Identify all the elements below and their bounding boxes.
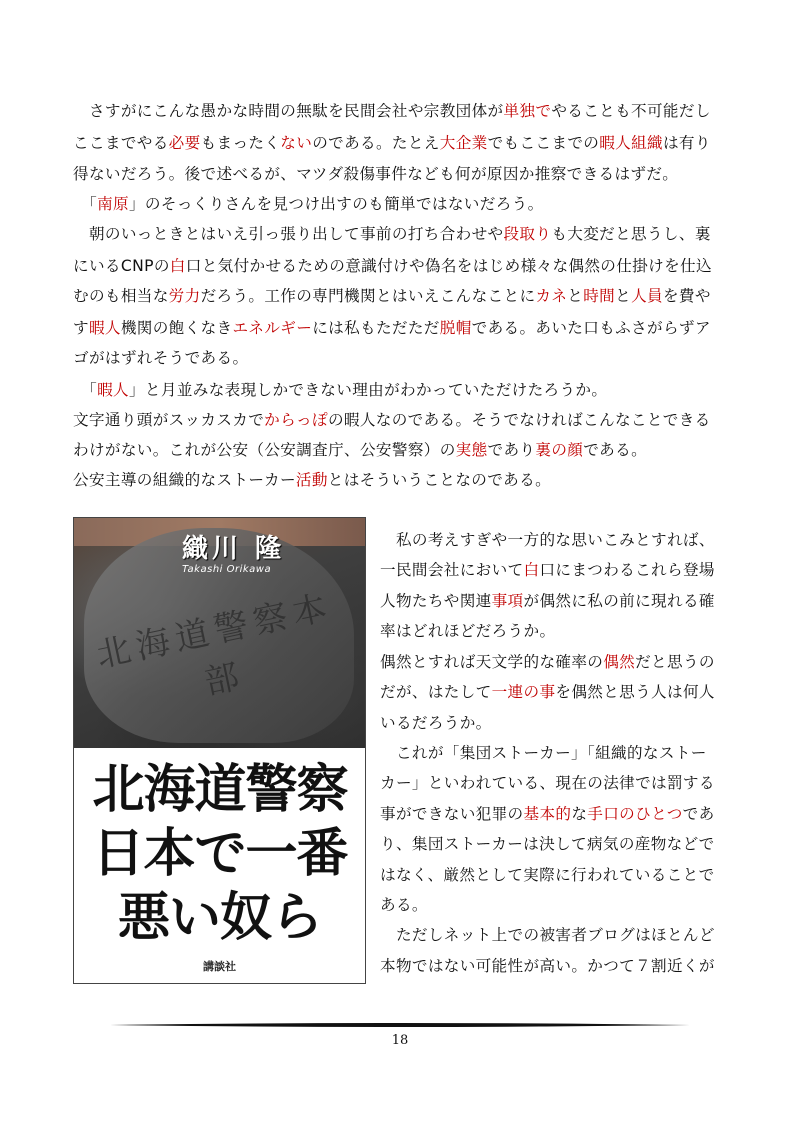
body-text: であり <box>487 441 536 459</box>
highlighted-text: 裏の顔 <box>535 441 584 459</box>
right-line2 <box>380 560 725 580</box>
p3-line2 <box>73 256 733 276</box>
p4-line1 <box>73 380 733 400</box>
body-text: が偶然に私の前に現れる確 <box>523 592 715 610</box>
right-line1 <box>380 530 725 550</box>
p1-line1 <box>73 101 733 121</box>
body-text: もまったく <box>200 134 281 152</box>
highlighted-text: 手口のひとつ <box>587 805 683 823</box>
right-line10 <box>380 804 725 824</box>
body-text: だが、はたして <box>380 683 492 701</box>
body-text: 公安主導の組織的なストーカー <box>73 471 296 489</box>
right-line12 <box>380 865 725 885</box>
cover-author-roman: Takashi Orikawa <box>182 564 272 575</box>
highlighted-text: からっぽ <box>264 411 328 429</box>
highlighted-text: カネ <box>535 287 568 305</box>
body-text: 」のそっくりさんを見つけ出すのも簡単ではないだろう。 <box>128 195 544 213</box>
body-text: 人物たちや関連 <box>380 592 492 610</box>
body-text: である。あいた口もふさがらずア <box>471 319 711 337</box>
right-line6 <box>380 682 725 702</box>
body-text: カー」といわれている、現在の法律では罰する <box>380 774 715 792</box>
body-text: やることも不可能だし <box>551 102 711 120</box>
body-text: ただしネット上での被害者ブログはほとんど <box>380 926 715 944</box>
highlighted-text: 必要 <box>168 134 201 152</box>
body-text: いるだろうか。 <box>380 714 492 732</box>
body-text: と <box>615 287 632 305</box>
body-text: これが「集団ストーカー」「組織的なストー <box>380 744 707 762</box>
highlighted-text: 暇人組織 <box>599 134 663 152</box>
p4-line3 <box>73 440 733 460</box>
body-text: 一民間会社において <box>380 561 524 579</box>
cover-publisher: 講談社 <box>203 960 236 973</box>
body-text: り、集団ストーカーは決して病気の産物などで <box>380 835 715 853</box>
body-text: ここまでやる <box>73 134 169 152</box>
p1-line3 <box>73 164 733 184</box>
highlighted-text: 活動 <box>295 471 328 489</box>
body-text: 」と月並みな表現しかできない理由がわかっていただけたろうか。 <box>128 381 608 399</box>
footer-rule <box>110 1022 690 1028</box>
book-cover-image <box>73 517 366 984</box>
body-text: ある。 <box>380 896 428 914</box>
body-text: 「 <box>73 195 98 213</box>
highlighted-text: 単独で <box>503 102 552 120</box>
body-text: のである。たとえ <box>312 134 440 152</box>
highlighted-text: 暇人 <box>88 319 121 337</box>
highlighted-text: 人員 <box>631 287 663 305</box>
body-text: 機関の飽くなき <box>120 319 233 337</box>
body-text: でもここまでの <box>487 134 600 152</box>
body-text: 得ないだろう。後で述べるが、マツダ殺傷事件なども何が原因か推察できるはずだ。 <box>73 165 679 183</box>
page-number: 18 <box>391 1033 409 1048</box>
p1-line2 <box>73 133 733 153</box>
body-text: だろう。工作の専門機関とはいえこんなことに <box>200 287 536 305</box>
body-text: にいるCNPの <box>73 257 170 275</box>
right-line5 <box>380 652 725 672</box>
body-text: は有り <box>662 134 711 152</box>
highlighted-text: 白 <box>169 257 186 275</box>
p3-line3 <box>73 286 733 306</box>
highlighted-text: 脱帽 <box>439 319 472 337</box>
body-text: 偶然とすれば天文学的な確率の <box>380 653 604 671</box>
body-text: 口にまつわるこれら登場 <box>539 561 715 579</box>
highlighted-text: 事項 <box>491 592 524 610</box>
body-text: むのも相当な <box>73 287 169 305</box>
body-text: 口と気付かせるための意識付けや偽名をはじめ様々な偶然の仕掛けを仕込 <box>185 257 712 275</box>
p3-line5 <box>73 348 733 368</box>
body-text: の暇人なのである。そうでなければこんなことできる <box>327 411 711 429</box>
body-text: ゴがはずれそうである。 <box>73 349 249 367</box>
cover-title-line3: 悪い奴ら <box>117 888 322 948</box>
highlighted-text: 南原 <box>97 195 129 213</box>
highlighted-text: 偶然 <box>603 653 636 671</box>
body-text: であ <box>682 805 715 823</box>
highlighted-text: エネルギー <box>232 319 313 337</box>
body-text: わけがない。これが公安（公安調査庁、公安警察）の <box>73 441 456 459</box>
highlighted-text: ない <box>280 134 313 152</box>
right-line8 <box>380 743 725 763</box>
body-text: と <box>567 287 584 305</box>
right-line3 <box>380 591 725 611</box>
body-text: 朝のいっときとはいえ引っ張り出して事前の打ち合わせや <box>73 225 504 243</box>
right-line11 <box>380 834 725 854</box>
body-text: 「 <box>73 381 98 399</box>
right-line7 <box>380 713 725 733</box>
body-text: 本物ではない可能性が高い。かつて７割近くが <box>380 957 715 975</box>
highlighted-text: 大企業 <box>439 134 488 152</box>
right-line14 <box>380 925 725 945</box>
body-text: な <box>571 805 588 823</box>
body-text: はなく、厳然として実際に行われていることで <box>380 866 715 884</box>
highlighted-text: 労力 <box>168 287 201 305</box>
cover-title <box>80 758 360 950</box>
p3-line1 <box>73 224 733 244</box>
body-text: を偶然と思う人は何人 <box>555 683 715 701</box>
cover-title-line1: 北海道警察 <box>92 760 348 820</box>
highlighted-text: 段取り <box>503 225 552 243</box>
highlighted-text: 一連の事 <box>491 683 556 701</box>
right-line4 <box>380 621 725 641</box>
cover-photo <box>74 518 365 748</box>
body-text: す <box>73 319 89 337</box>
body-text: には私もただただ <box>312 319 440 337</box>
body-text: さすがにこんな愚かな時間の無駄を民間会社や宗教団体が <box>73 102 504 120</box>
highlighted-text: 白 <box>523 561 540 579</box>
highlighted-text: 基本的 <box>523 805 572 823</box>
p4-line2 <box>73 410 733 430</box>
right-line13 <box>380 895 725 915</box>
body-text: だと思うの <box>635 653 715 671</box>
highlighted-text: 実態 <box>455 441 488 459</box>
cover-title-line2: 日本で一番 <box>92 824 348 884</box>
body-text: を費や <box>662 287 711 305</box>
body-text: とはそういうことなのである。 <box>327 471 552 489</box>
body-text: も大変だと思うし、裏 <box>551 225 711 243</box>
body-text: 率はどれほどだろうか。 <box>380 622 556 640</box>
right-line15 <box>380 956 725 976</box>
p4-line4 <box>73 470 733 490</box>
right-line9 <box>380 773 725 793</box>
highlighted-text: 時間 <box>583 287 616 305</box>
highlighted-text: 暇人 <box>97 381 129 399</box>
p3-line4 <box>73 318 733 338</box>
cover-engraving: 北海道警察本部 <box>93 586 337 704</box>
body-text: 文字通り頭がスッカスカで <box>73 411 265 429</box>
p2-line1 <box>73 194 733 214</box>
cover-author: 織川 隆 <box>182 534 286 564</box>
body-text: である。 <box>583 441 648 459</box>
body-text: 私の考えすぎや一方的な思いこみとすれば、 <box>380 531 715 549</box>
body-text: 事ができない犯罪の <box>380 805 524 823</box>
